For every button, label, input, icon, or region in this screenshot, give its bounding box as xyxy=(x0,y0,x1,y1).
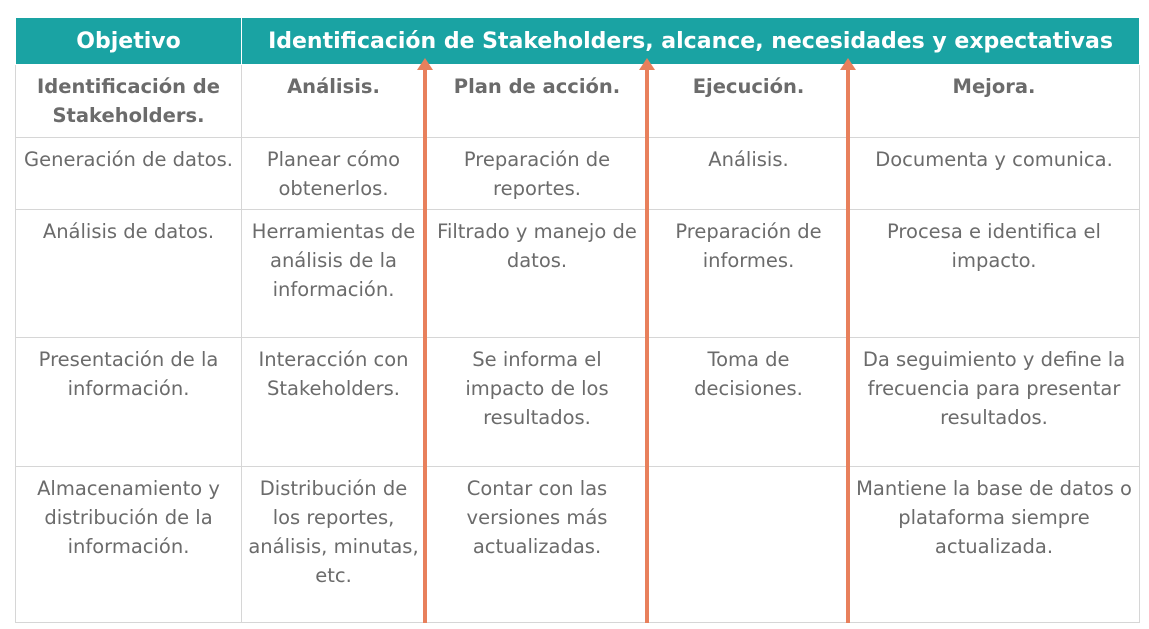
table-row xyxy=(16,338,1140,467)
table-cell: Almacenamiento y distribución de la información. xyxy=(16,467,242,623)
stage-cell: Análisis. xyxy=(242,65,426,138)
table-cell: Toma de decisiones. xyxy=(649,338,849,467)
arrow-shaft xyxy=(645,64,649,623)
up-arrow-1 xyxy=(423,58,427,623)
header-objective: Objetivo xyxy=(16,18,242,65)
table-cell: Análisis. xyxy=(649,138,849,210)
stage-cell: Ejecución. xyxy=(649,65,849,138)
stage-cell: Mejora. xyxy=(849,65,1140,138)
table-cell: Documenta y comunica. xyxy=(849,138,1140,210)
stage-cell: Identificación de Stakeholders. xyxy=(16,65,242,138)
table-cell: Generación de datos. xyxy=(16,138,242,210)
stage-row xyxy=(16,65,1140,138)
arrow-shaft xyxy=(846,64,850,623)
process-table xyxy=(15,17,1140,623)
process-table-wrapper xyxy=(15,17,1139,623)
table-cell: Planear cómo obtenerlos. xyxy=(242,138,426,210)
table-cell: Herramientas de análisis de la información. xyxy=(242,210,426,338)
up-arrow-3 xyxy=(846,58,850,623)
table-cell: Da seguimiento y define la frecuencia para presentar resultados. xyxy=(849,338,1140,467)
up-arrow-2 xyxy=(645,58,649,623)
table-cell: Distribución de los reportes, análisis, minutas, etc. xyxy=(242,467,426,623)
table-cell: Mantiene la base de datos o plataforma siempre actualizada. xyxy=(849,467,1140,623)
table-cell: Contar con las versiones más actualizadas. xyxy=(426,467,649,623)
table-cell: Procesa e identifica el impacto. xyxy=(849,210,1140,338)
table-cell: Presentación de la información. xyxy=(16,338,242,467)
table-cell: Se informa el impacto de los resultados. xyxy=(426,338,649,467)
table-cell: Interacción con Stakeholders. xyxy=(242,338,426,467)
table-row xyxy=(16,138,1140,210)
arrow-shaft xyxy=(423,64,427,623)
table-cell: Análisis de datos. xyxy=(16,210,242,338)
table-row xyxy=(16,467,1140,623)
table-cell: Filtrado y manejo de datos. xyxy=(426,210,649,338)
table-cell: Preparación de informes. xyxy=(649,210,849,338)
stage-cell: Plan de acción. xyxy=(426,65,649,138)
header-title: Identificación de Stakeholders, alcance, necesidades y expectativas xyxy=(242,18,1140,65)
table-row xyxy=(16,210,1140,338)
table-cell: Preparación de reportes. xyxy=(426,138,649,210)
table-cell xyxy=(649,467,849,623)
header-row xyxy=(16,18,1140,65)
